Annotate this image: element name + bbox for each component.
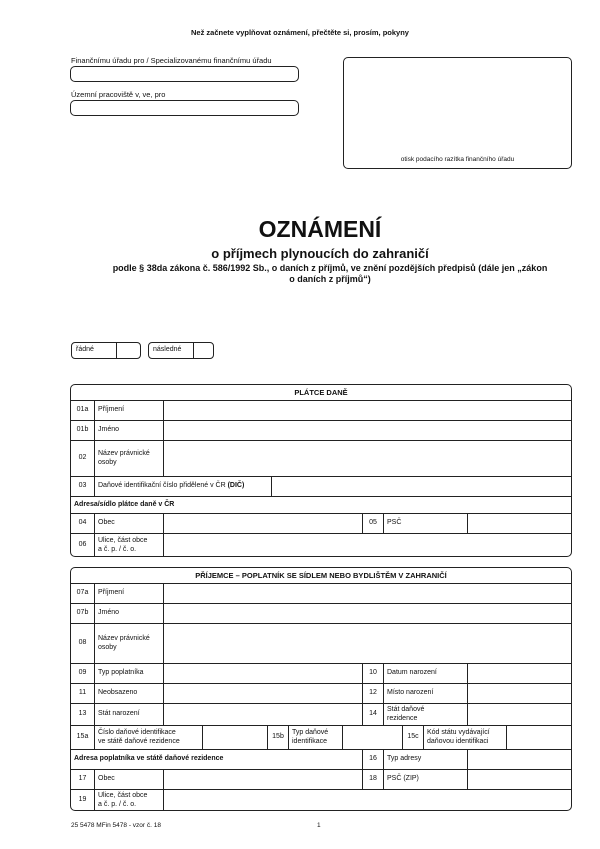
label-line: Název právnické	[98, 635, 150, 643]
payer-section	[70, 384, 572, 557]
payer-address-header: Adresa/sídlo plátce daně v ČR	[74, 500, 175, 508]
postcode-label: PSČ	[384, 514, 468, 533]
label-line: identifikace	[292, 737, 328, 745]
payer-legal-entity-input[interactable]	[164, 441, 571, 476]
tin-label	[95, 726, 203, 749]
payer-first-name-input[interactable]	[164, 421, 571, 440]
label-line: ve státě daňové rezidence	[98, 737, 180, 745]
recipient-surname-input[interactable]	[164, 584, 571, 603]
label-line: rezidence	[387, 714, 418, 722]
page-subtitle: o příjmech plynoucích do zahraničí	[211, 246, 429, 261]
first-name-label: Jméno	[95, 604, 164, 623]
row-number: 10	[363, 664, 384, 683]
zip-label: PSČ (ZIP)	[384, 770, 468, 789]
label-line: Stát daňové	[387, 706, 425, 714]
territorial-office-input[interactable]	[70, 100, 299, 116]
row-number: 01b	[71, 421, 95, 440]
law-reference-line1: podle § 38da zákona č. 586/1992 Sb., o daních z příjmů, ve znění pozdějších předpisů (dále jen „zákon	[112, 263, 548, 273]
tax-id-abbr: (DIČ)	[227, 482, 245, 490]
row-number: 18	[363, 770, 384, 789]
residence-country-label	[384, 704, 468, 725]
row-number: 03	[71, 477, 95, 496]
regular-checkbox[interactable]	[71, 342, 141, 359]
label-line: Ulice, část obce	[98, 537, 148, 545]
tax-id-text: Daňové identifikační číslo přidělené v ČR	[98, 482, 226, 490]
tin-type-input[interactable]	[343, 726, 403, 749]
recipient-row-09-10	[71, 664, 571, 684]
label-line: Typ daňové	[292, 729, 329, 737]
tin-country-input[interactable]	[507, 726, 571, 749]
payer-city-input[interactable]	[164, 514, 363, 533]
stamp-box	[343, 57, 572, 169]
label-line: daňovou identifikaci	[427, 737, 489, 745]
address-type-input[interactable]	[468, 750, 571, 769]
label-line: Ulice, část obce	[98, 792, 148, 800]
recipient-zip-input[interactable]	[468, 770, 571, 789]
recipient-row-07b	[71, 604, 571, 624]
city-label: Obec	[95, 770, 164, 789]
row-number: 06	[71, 534, 95, 557]
city-label: Obec	[95, 514, 164, 533]
page-title: OZNÁMENÍ	[258, 216, 382, 242]
label-line: osoby	[98, 643, 117, 651]
birth-date-input[interactable]	[468, 664, 571, 683]
unused-label: Neobsazeno	[95, 684, 164, 703]
law-reference-line2: o daních z příjmů“)	[289, 274, 371, 284]
row-number: 01a	[71, 401, 95, 420]
regular-mark-box	[116, 343, 117, 358]
recipient-row-16	[71, 750, 571, 770]
tin-type-label	[289, 726, 343, 749]
row-number: 16	[363, 750, 384, 769]
payer-street-input[interactable]	[164, 534, 571, 557]
recipient-address-header: Adresa poplatníka ve státě daňové rezidence	[71, 750, 363, 769]
subsequent-checkbox[interactable]	[148, 342, 214, 359]
label-line: a č. p. / č. o.	[98, 545, 137, 553]
form-code: 25 5478 MFin 5478 - vzor č. 18	[71, 822, 161, 829]
row-number: 14	[363, 704, 384, 725]
subsequent-mark-box	[193, 343, 194, 358]
recipient-header: PŘÍJEMCE – POPLATNÍK SE SÍDLEM NEBO BYDLIŠTĚM V ZAHRANIČÍ	[71, 568, 571, 584]
row-number: 04	[71, 514, 95, 533]
label-line: a č. p. / č. o.	[98, 800, 137, 808]
recipient-first-name-input[interactable]	[164, 604, 571, 623]
recipient-row-08	[71, 624, 571, 664]
payer-row-06	[71, 534, 571, 557]
first-name-label: Jméno	[95, 421, 164, 440]
regular-label: řádné	[76, 346, 94, 353]
recipient-city-input[interactable]	[164, 770, 363, 789]
label-line: Číslo daňové identifikace	[98, 729, 176, 737]
payer-row-01b	[71, 421, 571, 441]
street-label	[95, 790, 164, 811]
payer-tax-id-input[interactable]	[272, 477, 571, 496]
recipient-street-input[interactable]	[164, 790, 571, 811]
row-number: 02	[71, 441, 95, 476]
row-number: 09	[71, 664, 95, 683]
taxpayer-type-label: Typ poplatníka	[95, 664, 164, 683]
label-line: osoby	[98, 458, 117, 466]
taxpayer-type-input[interactable]	[164, 664, 363, 683]
payer-address-header-row	[71, 497, 571, 514]
tin-country-label	[424, 726, 507, 749]
row-number: 15a	[71, 726, 95, 749]
tin-input[interactable]	[203, 726, 268, 749]
recipient-row-15	[71, 726, 571, 750]
address-type-label: Typ adresy	[384, 750, 468, 769]
row-number: 12	[363, 684, 384, 703]
surname-label: Příjmení	[95, 401, 164, 420]
payer-row-03	[71, 477, 571, 497]
surname-label: Příjmení	[95, 584, 164, 603]
payer-surname-input[interactable]	[164, 401, 571, 420]
recipient-legal-entity-input[interactable]	[164, 624, 571, 663]
recipient-row-07a	[71, 584, 571, 604]
row-number: 19	[71, 790, 95, 811]
row-number: 07b	[71, 604, 95, 623]
payer-header: PLÁTCE DANĚ	[71, 385, 571, 401]
recipient-section	[70, 567, 572, 811]
birth-country-input[interactable]	[164, 704, 363, 725]
payer-row-01a	[71, 401, 571, 421]
row-number: 05	[363, 514, 384, 533]
residence-country-input[interactable]	[468, 704, 571, 725]
subsequent-label: následné	[153, 346, 182, 353]
birth-place-label: Místo narození	[384, 684, 468, 703]
recipient-row-17-18	[71, 770, 571, 790]
recipient-row-13-14	[71, 704, 571, 726]
tax-id-label	[95, 477, 272, 496]
birth-date-label: Datum narození	[384, 664, 468, 683]
recipient-row-11-12	[71, 684, 571, 704]
row-number: 11	[71, 684, 95, 703]
row-number: 08	[71, 624, 95, 663]
label-line: Název právnické	[98, 450, 150, 458]
payer-row-04-05	[71, 514, 571, 534]
payer-row-02	[71, 441, 571, 477]
row-number: 13	[71, 704, 95, 725]
row-number: 07a	[71, 584, 95, 603]
payer-postcode-input[interactable]	[468, 514, 571, 533]
row-number: 15c	[403, 726, 424, 749]
legal-entity-label	[95, 624, 164, 663]
stamp-label: otisk podacího razítka finančního úřadu	[400, 156, 515, 163]
birth-country-label: Stát narození	[95, 704, 164, 725]
row-number: 17	[71, 770, 95, 789]
page-number: 1	[317, 822, 321, 829]
label-line: Kód státu vydávající	[427, 729, 490, 737]
financial-office-label: Finančnímu úřadu pro / Specializovanému finančnímu úřadu	[71, 56, 272, 65]
territorial-office-label: Územní pracoviště v, ve, pro	[71, 90, 166, 99]
street-label	[95, 534, 164, 557]
instruction-text: Než začnete vyplňovat oznámení, přečtěte si, prosím, pokyny	[191, 28, 409, 37]
legal-entity-label	[95, 441, 164, 476]
birth-place-input[interactable]	[468, 684, 571, 703]
unused-field	[164, 684, 363, 703]
recipient-row-19	[71, 790, 571, 811]
financial-office-input[interactable]	[70, 66, 299, 82]
row-number: 15b	[268, 726, 289, 749]
